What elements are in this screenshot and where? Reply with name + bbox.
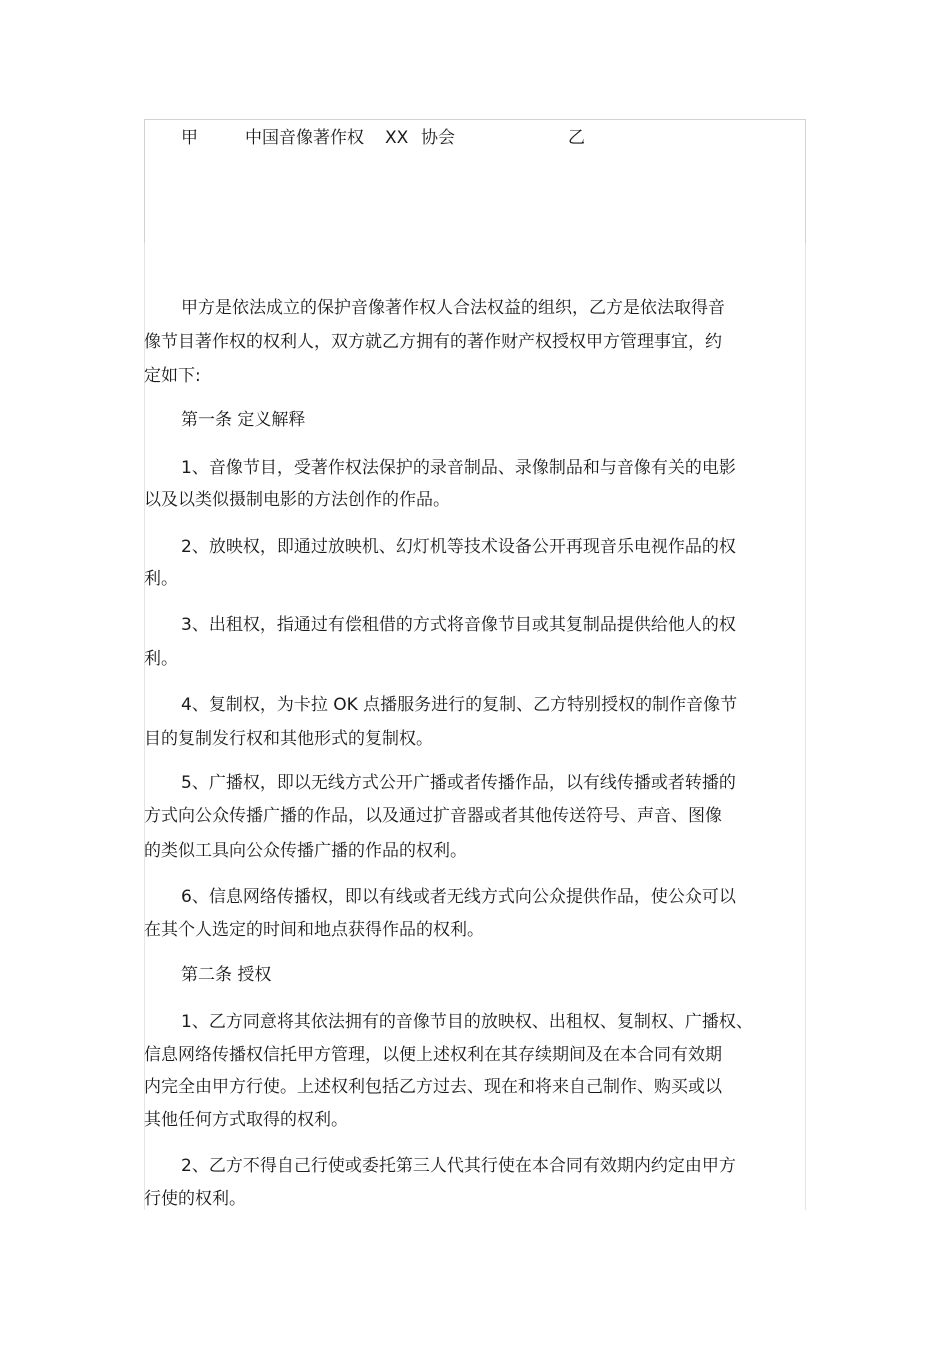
article1-item-4: 目的复制发行权和其他形式的复制权。 (144, 729, 433, 749)
party-a-label: 甲 (181, 128, 198, 148)
article2-item-1: 内完全由甲方行使。上述权利包括乙方过去、现在和将来自己制作、购买或以 (144, 1077, 722, 1097)
header-table (144, 119, 806, 243)
article2-item-2: 行使的权利。 (144, 1189, 246, 1209)
article2-item-2: 2、乙方不得自己行使或委托第三人代其行使在本合同有效期内约定由甲方 (181, 1156, 736, 1176)
article1-item-5: 方式向公众传播广播的作品，以及通过扩音器或者其他传送符号、声音、图像 (144, 806, 722, 826)
article1-item-1: 以及以类似摄制电影的方法创作的作品。 (144, 490, 450, 510)
article1-item-4: 4、复制权，为卡拉 OK 点播服务进行的复制、乙方特别授权的制作音像节 (181, 695, 738, 715)
party-a-assoc: 协会 (421, 128, 455, 148)
article1-item-6: 6、信息网络传播权，即以有线或者无线方式向公众提供作品，使公众可以 (181, 887, 736, 907)
article2-item-1: 信息网络传播权信托甲方管理，以便上述权利在其存续期间及在本合同有效期 (144, 1045, 722, 1065)
article2-item-1: 1、乙方同意将其依法拥有的音像节目的放映权、出租权、复制权、广播权、 (181, 1012, 753, 1032)
article2-item-1: 其他任何方式取得的权利。 (144, 1110, 348, 1130)
article1-item-5: 5、广播权，即以无线方式公开广播或者传播作品，以有线传播或者转播的 (181, 773, 736, 793)
party-a-xx: XX (385, 128, 409, 148)
article1-item-6: 在其个人选定的时间和地点获得作品的权利。 (144, 920, 484, 940)
article1-item-5: 的类似工具向公众传播广播的作品的权利。 (144, 841, 467, 861)
right-margin-rule (805, 243, 806, 1210)
article2-title: 第二条 授权 (181, 965, 272, 985)
party-a-name: 中国音像著作权 (245, 128, 364, 148)
intro-line: 定如下: (144, 366, 201, 386)
intro-line: 甲方是依法成立的保护音像著作权人合法权益的组织，乙方是依法取得音 (181, 298, 725, 318)
party-b-label: 乙 (568, 128, 585, 148)
article1-title: 第一条 定义解释 (181, 410, 306, 430)
article1-item-2: 2、放映权，即通过放映机、幻灯机等技术设备公开再现音乐电视作品的权 (181, 537, 736, 557)
article1-item-2: 利。 (144, 569, 178, 589)
article1-item-3: 利。 (144, 649, 178, 669)
intro-line: 像节目著作权的权利人，双方就乙方拥有的著作财产权授权甲方管理事宜，约 (144, 332, 722, 352)
article1-item-1: 1、音像节目，受著作权法保护的录音制品、录像制品和与音像有关的电影 (181, 458, 736, 478)
article1-item-3: 3、出租权，指通过有偿租借的方式将音像节目或其复制品提供给他人的权 (181, 615, 736, 635)
